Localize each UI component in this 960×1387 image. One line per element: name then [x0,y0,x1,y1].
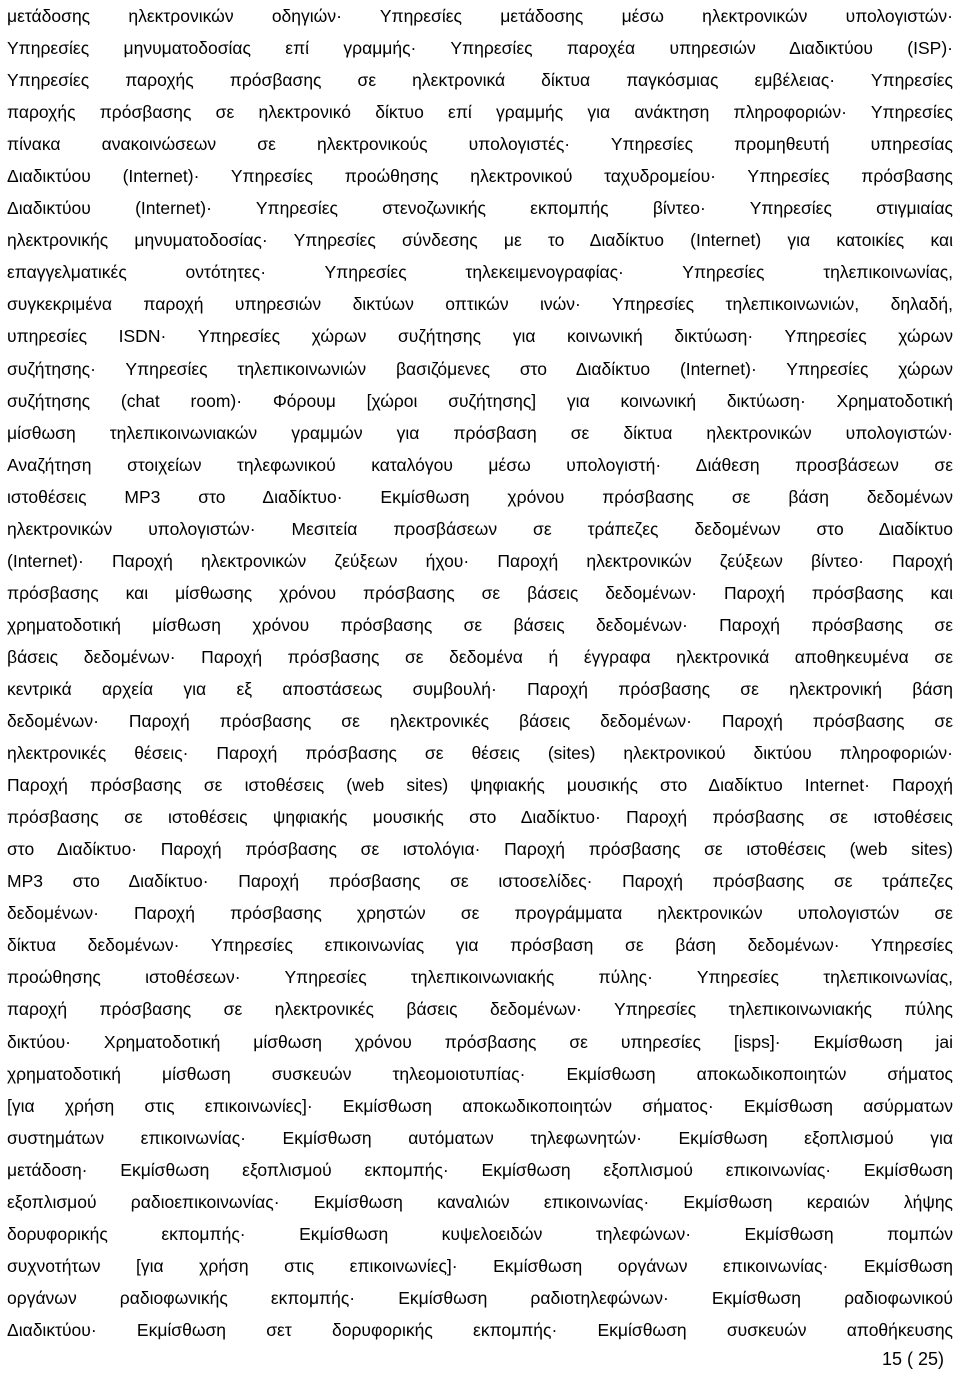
text-line: δορυφορικής εκπομπής· Εκμίσθωση κυψελοειδών τηλεφώνων· Εκμίσθωση πομπών [7,1223,953,1244]
text-line: πρόσβασης και μίσθωσης χρόνου πρόσβασης σε βάσεις δεδομένων· Παροχή πρόσβασης και [7,582,953,603]
page-number: 15 ( 25) [881,1349,944,1369]
text-line: προώθησης ιστοθέσεων· Υπηρεσίες τηλεπικοινωνιακής πύλης· Υπηρεσίες τηλεπικοινωνίας, [7,967,953,988]
text-line: χρηματοδοτική μίσθωση συσκευών τηλεομοιοτυπίας· Εκμίσθωση αποκωδικοποιητών σήματος [7,1063,953,1084]
text-line: δίκτυα δεδομένων· Υπηρεσίες επικοινωνίας για πρόσβαση σε βάση δεδομένων· Υπηρεσίες [7,935,953,956]
text-line: παροχή πρόσβασης σε ηλεκτρονικές βάσεις δεδομένων· Υπηρεσίες τηλεπικοινωνιακής πύλης [7,999,953,1020]
text-line: ηλεκτρονικής μηνυματοδοσίας· Υπηρεσίες σύνδεσης με το Διαδίκτυο (Internet) για κατοικίες και [7,230,953,251]
text-line: κεντρικά αρχεία για εξ αποστάσεως συμβουλή· Παροχή πρόσβασης σε ηλεκτρονική βάση [7,678,953,699]
text-line: βάσεις δεδομένων· Παροχή πρόσβασης σε δεδομένα ή έγγραφα ηλεκτρονικά αποθηκευμένα σε [7,646,953,667]
text-line: πίνακα ανακοινώσεων σε ηλεκτρονικούς υπολογιστές· Υπηρεσίες προμηθευτή υπηρεσίας [7,134,953,155]
text-line: στο Διαδίκτυο· Παροχή πρόσβασης σε ιστολόγια· Παροχή πρόσβασης σε ιστοθέσεις (web sites) [7,839,953,860]
text-line: ηλεκτρονικές θέσεις· Παροχή πρόσβασης σε θέσεις (sites) ηλεκτρονικού δικτύου πληροφοριών· [7,743,953,764]
text-line: Διαδικτύου· Εκμίσθωση σετ δορυφορικής εκπομπής· Εκμίσθωση συσκευών αποθήκευσης [7,1319,953,1340]
text-line: (Internet)· Παροχή ηλεκτρονικών ζεύξεων ήχου· Παροχή ηλεκτρονικών ζεύξεων βίντεο· Παροχή [7,550,953,571]
text-line: συζήτησης (chat room)· Φόρουμ [χώροι συζήτησης] για κοινωνική δικτύωση· Χρηματοδοτική [7,390,953,411]
text-line: μετάδοση· Εκμίσθωση εξοπλισμού εκπομπής· Εκμίσθωση εξοπλισμού επικοινωνίας· Εκμίσθωση [7,1159,953,1180]
text-line: Διαδικτύου (Internet)· Υπηρεσίες προώθησης ηλεκτρονικού ταχυδρομείου· Υπηρεσίες πρόσβασης [7,166,953,187]
text-line: Διαδικτύου (Internet)· Υπηρεσίες στενοζωνικής εκπομπής βίντεο· Υπηρεσίες στιγμιαίας [7,198,953,219]
text-line: ηλεκτρονικών υπολογιστών· Μεσιτεία προσβάσεων σε τράπεζες δεδομένων στο Διαδίκτυο [7,518,953,539]
text-line: συγκεκριμένα παροχή υπηρεσιών δικτύων οπτικών ινών· Υπηρεσίες τηλεπικοινωνιών, δηλαδή, [7,294,953,315]
text-line: οργάνων ραδιοφωνικής εκπομπής· Εκμίσθωση ραδιοτηλεφώνων· Εκμίσθωση ραδιοφωνικού [7,1287,953,1308]
text-line: εξοπλισμού ραδιοεπικοινωνίας· Εκμίσθωση καναλιών επικοινωνίας· Εκμίσθωση κεραιών λήψης [7,1191,953,1212]
document-body [7,0,953,1346]
text-line: Υπηρεσίες μηνυματοδοσίας επί γραμμής· Υπηρεσίες παροχέα υπηρεσιών Διαδικτύου (ISP)· [7,38,953,59]
text-line: υπηρεσίες ISDN· Υπηρεσίες χώρων συζήτησης για κοινωνική δικτύωση· Υπηρεσίες χώρων [7,326,953,347]
text-line: πρόσβασης σε ιστοθέσεις ψηφιακής μουσικής στο Διαδίκτυο· Παροχή πρόσβασης σε ιστοθέσεις [7,807,953,828]
text-line: επαγγελματικές οντότητες· Υπηρεσίες τηλεκειμενογραφίας· Υπηρεσίες τηλεπικοινωνίας, [7,262,953,283]
text-line: παροχής πρόσβασης σε ηλεκτρονικό δίκτυο επί γραμμής για ανάκτηση πληροφοριών· Υπηρεσίες [7,102,953,123]
text-line: ιστοθέσεις MP3 στο Διαδίκτυο· Εκμίσθωση χρόνου πρόσβασης σε βάση δεδομένων [7,486,953,507]
text-line: Παροχή πρόσβασης σε ιστοθέσεις (web sites) ψηφιακής μουσικής στο Διαδίκτυο Internet· Παροχή [7,775,953,796]
text-line: δικτύου· Χρηματοδοτική μίσθωση χρόνου πρόσβασης σε υπηρεσίες [isps]· Εκμίσθωση jai [7,1031,953,1052]
text-line: δεδομένων· Παροχή πρόσβασης σε ηλεκτρονικές βάσεις δεδομένων· Παροχή πρόσβασης σε [7,711,953,732]
text-line: μίσθωση τηλεπικοινωνιακών γραμμών για πρόσβαση σε δίκτυα ηλεκτρονικών υπολογιστών· [7,422,953,443]
text-line: δεδομένων· Παροχή πρόσβασης χρηστών σε προγράμματα ηλεκτρονικών υπολογιστών σε [7,903,953,924]
text-line: Υπηρεσίες παροχής πρόσβασης σε ηλεκτρονικά δίκτυα παγκόσμιας εμβέλειας· Υπηρεσίες [7,70,953,91]
text-line: MP3 στο Διαδίκτυο· Παροχή πρόσβασης σε ιστοσελίδες· Παροχή πρόσβασης σε τράπεζες [7,871,953,892]
text-line: συχνοτήτων [για χρήση στις επικοινωνίες]· Εκμίσθωση οργάνων επικοινωνίας· Εκμίσθωση [7,1255,953,1276]
text-line: Αναζήτηση στοιχείων τηλεφωνικού καταλόγου μέσω υπολογιστή· Διάθεση προσβάσεων σε [7,454,953,475]
text-line: [για χρήση στις επικοινωνίες]· Εκμίσθωση αποκωδικοποιητών σήματος· Εκμίσθωση ασύρματων [7,1095,953,1116]
text-line: χρηματοδοτική μίσθωση χρόνου πρόσβασης σε βάσεις δεδομένων· Παροχή πρόσβασης σε [7,614,953,635]
text-line: συζήτησης· Υπηρεσίες τηλεπικοινωνιών βασιζόμενες στο Διαδίκτυο (Internet)· Υπηρεσίες χώρων [7,358,953,379]
text-line: μετάδοσης ηλεκτρονικών οδηγιών· Υπηρεσίες μετάδοσης μέσω ηλεκτρονικών υπολογιστών· [7,6,953,26]
text-line: συστημάτων επικοινωνίας· Εκμίσθωση αυτόματων τηλεφωνητών· Εκμίσθωση εξοπλισμού για [7,1127,953,1148]
